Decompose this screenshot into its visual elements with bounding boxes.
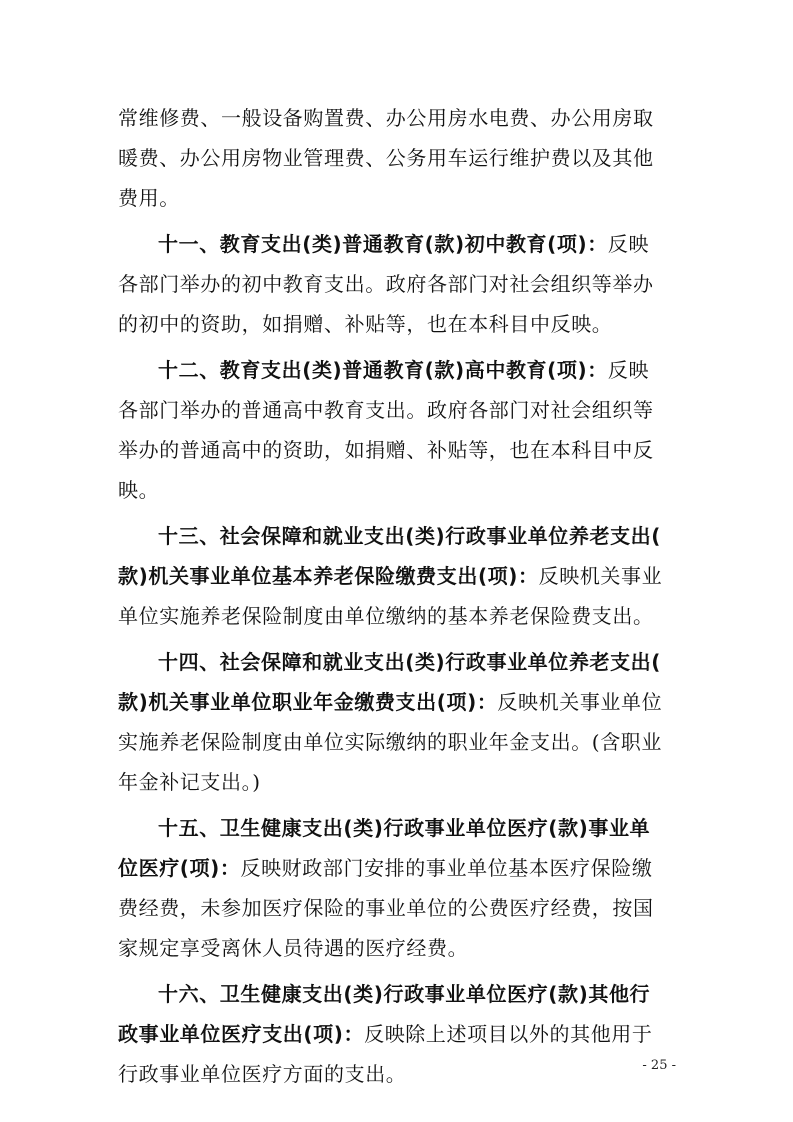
document-body bbox=[118, 98, 678, 1094]
text-line bbox=[118, 470, 678, 510]
body-text: 年金补记支出。) bbox=[118, 770, 261, 794]
body-text: 费用。 bbox=[118, 186, 180, 210]
text-line bbox=[118, 1054, 678, 1094]
body-text: 反映机关事业单位 bbox=[497, 690, 663, 714]
text-line bbox=[118, 224, 678, 264]
text-line bbox=[118, 848, 678, 888]
text-line bbox=[118, 350, 678, 390]
item-heading: 位医疗(项)： bbox=[118, 856, 241, 880]
text-line bbox=[118, 98, 678, 138]
body-text: 家规定享受离休人员待遇的医疗经费。 bbox=[118, 936, 469, 960]
text-line bbox=[118, 642, 678, 682]
text-line bbox=[118, 178, 678, 218]
page-number: - 25 - bbox=[642, 1058, 676, 1073]
body-text: 暖费、办公用房物业管理费、公务用车运行维护费以及其他 bbox=[118, 146, 654, 170]
item-heading: 十六、卫生健康支出(类)行政事业单位医疗(款)其他行 bbox=[158, 982, 651, 1006]
text-line bbox=[118, 264, 678, 304]
text-line bbox=[118, 722, 678, 762]
item-heading: 政事业单位医疗支出(项)： bbox=[118, 1022, 365, 1046]
body-text: 单位实施养老保险制度由单位缴纳的基本养老保险费支出。 bbox=[118, 604, 654, 628]
body-text: 行政事业单位医疗方面的支出。 bbox=[118, 1062, 407, 1086]
paragraph-expense-continuation bbox=[118, 98, 678, 218]
body-text: 的初中的资助，如捐赠、补贴等，也在本科目中反映。 bbox=[118, 312, 613, 336]
body-text: 反映财政部门安排的事业单位基本医疗保险缴 bbox=[240, 856, 653, 880]
paragraph-item-15 bbox=[118, 808, 678, 968]
text-line bbox=[118, 596, 678, 636]
item-heading: 十一、教育支出(类)普通教育(款)初中教育(项)： bbox=[158, 232, 608, 256]
item-heading: 款)机关事业单位职业年金缴费支出(项)： bbox=[118, 690, 498, 714]
body-text: 各部门举办的初中教育支出。政府各部门对社会组织等举办 bbox=[118, 272, 654, 296]
body-text: 常维修费、一般设备购置费、办公用房水电费、办公用房取 bbox=[118, 106, 654, 130]
text-line bbox=[118, 808, 678, 848]
item-heading: 十二、教育支出(类)普通教育(款)高中教育(项)： bbox=[158, 358, 608, 382]
text-line bbox=[118, 556, 678, 596]
paragraph-item-14 bbox=[118, 642, 678, 802]
paragraph-item-11 bbox=[118, 224, 678, 344]
item-heading: 十五、卫生健康支出(类)行政事业单位医疗(款)事业单 bbox=[158, 816, 651, 840]
item-heading: 十三、社会保障和就业支出(类)行政事业单位养老支出( bbox=[158, 524, 662, 548]
text-line bbox=[118, 888, 678, 928]
body-text: 各部门举办的普通高中教育支出。政府各部门对社会组织等 bbox=[118, 398, 654, 422]
paragraph-item-16 bbox=[118, 974, 678, 1094]
body-text: 举办的普通高中的资助，如捐赠、补贴等，也在本科目中反 bbox=[118, 438, 654, 462]
body-text: 费经费，未参加医疗保险的事业单位的公费医疗经费，按国 bbox=[118, 896, 654, 920]
text-line bbox=[118, 430, 678, 470]
paragraph-item-13 bbox=[118, 516, 678, 636]
body-text: 反映 bbox=[607, 358, 650, 382]
body-text: 实施养老保险制度由单位实际缴纳的职业年金支出。(含职业 bbox=[118, 730, 663, 754]
text-line bbox=[118, 928, 678, 968]
text-line bbox=[118, 138, 678, 178]
body-text: 映。 bbox=[118, 478, 160, 502]
text-line bbox=[118, 974, 678, 1014]
text-line bbox=[118, 1014, 678, 1054]
item-heading: 十四、社会保障和就业支出(类)行政事业单位养老支出( bbox=[158, 650, 662, 674]
body-text: 反映除上述项目以外的其他用于 bbox=[364, 1022, 653, 1046]
text-line bbox=[118, 516, 678, 556]
text-line bbox=[118, 390, 678, 430]
item-heading: 款)机关事业单位基本养老保险缴费支出(项)： bbox=[118, 564, 539, 588]
text-line bbox=[118, 762, 678, 802]
text-line bbox=[118, 304, 678, 344]
paragraph-item-12 bbox=[118, 350, 678, 510]
body-text: 反映机关事业 bbox=[538, 564, 663, 588]
text-line bbox=[118, 682, 678, 722]
body-text: 反映 bbox=[607, 232, 650, 256]
